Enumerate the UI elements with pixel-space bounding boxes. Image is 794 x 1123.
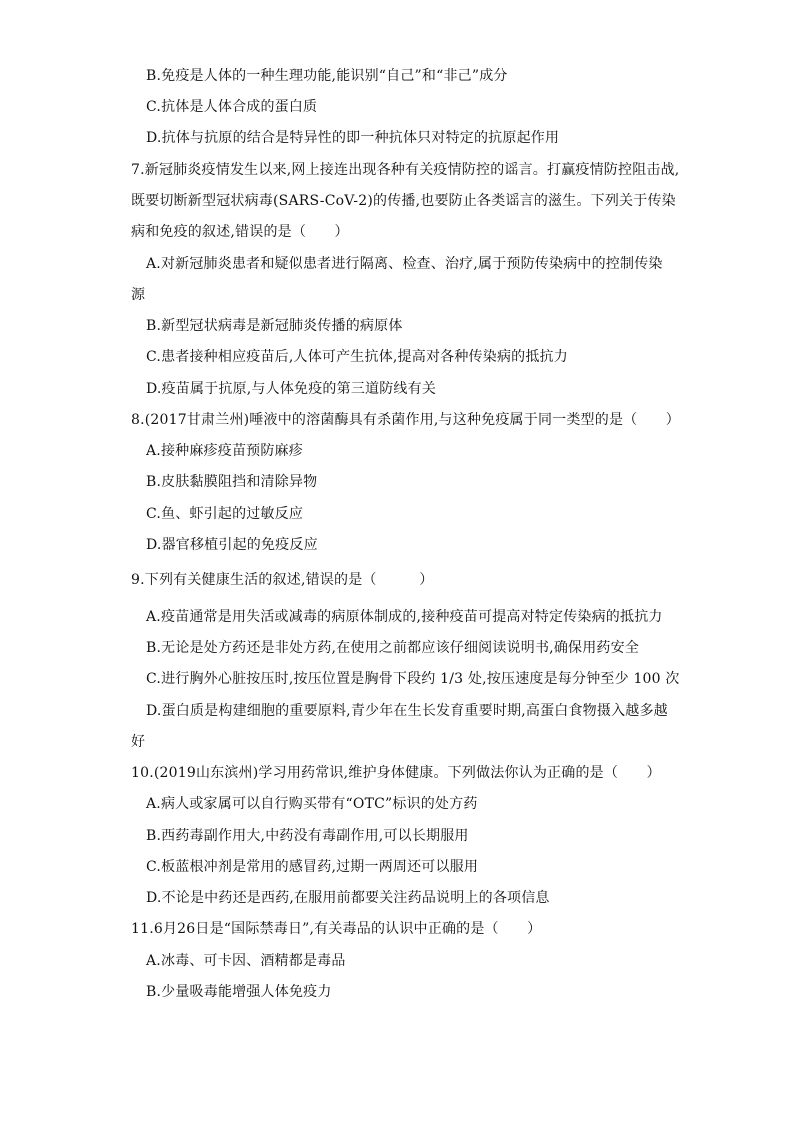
question-9-stem: 9.下列有关健康生活的叙述,错误的是（ ）	[131, 572, 434, 588]
option-text: B.西药毒副作用大,中药没有毒副作用,可以长期服用	[146, 828, 469, 844]
option-text: C.患者接种相应疫苗后,人体可产生抗体,提高对各种传染病的抵抗力	[146, 349, 568, 365]
option-text: C.鱼、虾引起的过敏反应	[146, 506, 304, 522]
option-text: D.不论是中药还是西药,在服用前都要关注药品说明上的各项信息	[146, 890, 550, 906]
option-text: A.对新冠肺炎患者和疑似患者进行隔离、检查、治疗,属于预防传染病中的控制传染	[146, 256, 663, 272]
option-text: A.接种麻疹疫苗预防麻疹	[146, 443, 303, 459]
option-text: D.疫苗属于抗原,与人体免疫的第三道防线有关	[146, 381, 437, 397]
option-text: D.蛋白质是构建细胞的重要原料,青少年在生长发育重要时期,高蛋白食物摄入越多越	[146, 703, 668, 719]
option-text: C.板蓝根冲剂是常用的感冒药,过期一两周还可以服用	[146, 859, 479, 875]
option-text: B.皮肤黏膜阻挡和清除异物	[146, 474, 318, 490]
option-text: 好	[131, 734, 146, 750]
question-7-stem: 7.新冠肺炎疫情发生以来,网上接连出现各种有关疫情防控的谣言。打赢疫情防控阻击战,	[131, 162, 680, 178]
option-text: B.免疫是人体的一种生理功能,能识别“自己”和“非己”成分	[146, 68, 508, 84]
option-text: A.病人或家属可以自行购买带有“OTC”标识的处方药	[146, 796, 478, 812]
option-text: C.进行胸外心脏按压时,按压位置是胸骨下段约 1/3 处,按压速度是每分钟至少 100 次	[146, 671, 680, 687]
option-text: A.疫苗通常是用失活或减毒的病原体制成的,接种疫苗可提高对特定传染病的抵抗力	[146, 609, 663, 625]
option-text: D.器官移植引起的免疫反应	[146, 537, 318, 553]
option-text: 源	[131, 287, 146, 303]
option-text: B.无论是处方药还是非处方药,在使用之前都应该仔细阅读说明书,确保用药安全	[146, 640, 640, 656]
option-text: A.冰毒、可卡因、酒精都是毒品	[146, 953, 346, 969]
option-text: B.少量吸毒能增强人体免疫力	[146, 984, 332, 1000]
question-7-stem: 病和免疫的叙述,错误的是（ ）	[131, 224, 349, 240]
question-10-stem: 10.(2019山东滨州)学习用药常识,维护身体健康。下列做法你认为正确的是（ ）	[131, 765, 661, 781]
question-8-stem: 8.(2017甘肃兰州)唾液中的溶菌酶具有杀菌作用,与这种免疫属于同一类型的是（ ）	[131, 412, 680, 428]
option-text: C.抗体是人体合成的蛋白质	[146, 99, 318, 115]
question-11-stem: 11.6月26日是“国际禁毒日”,有关毒品的认识中正确的是（ ）	[131, 921, 542, 937]
question-7-stem: 既要切断新型冠状病毒(SARS-CoV-2)的传播,也要防止各类谣言的滋生。下列关于传染	[131, 193, 676, 209]
option-text: D.抗体与抗原的结合是特异性的即一种抗体只对特定的抗原起作用	[146, 130, 560, 146]
option-text: B.新型冠状病毒是新冠肺炎传播的病原体	[146, 318, 403, 334]
